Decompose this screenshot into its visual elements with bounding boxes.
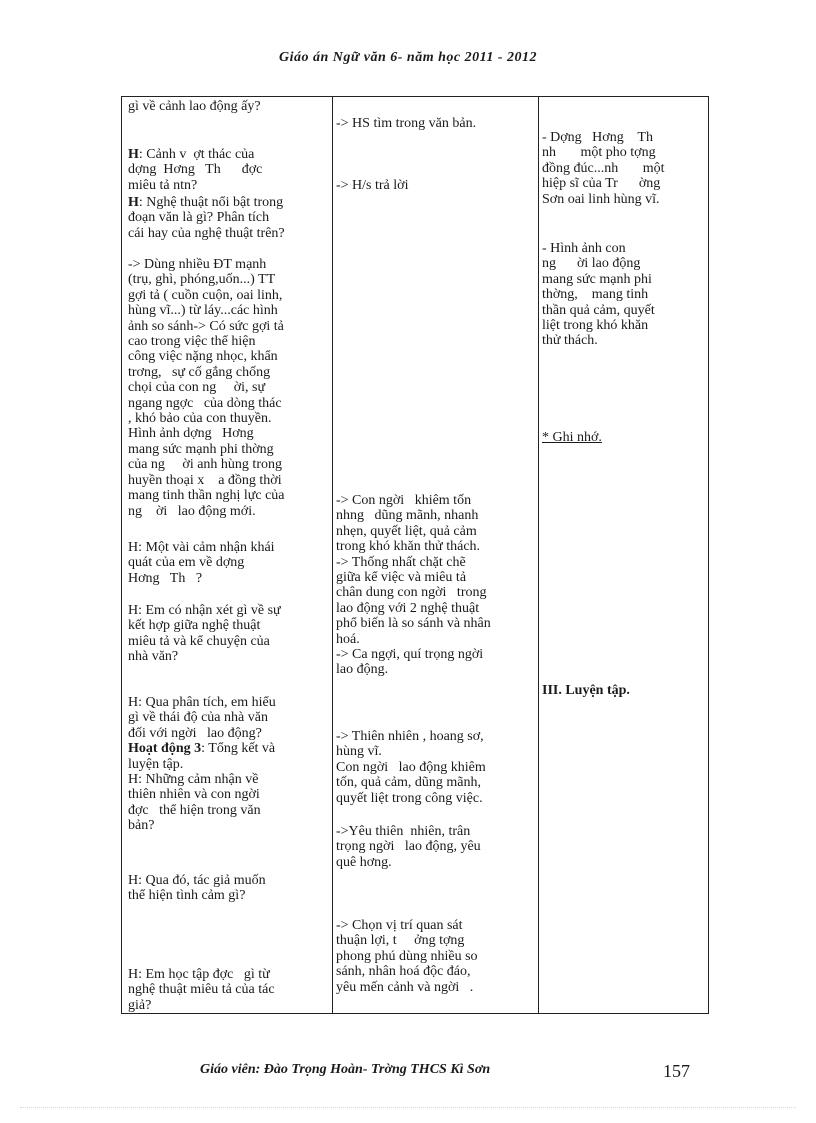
question-body: H: Qua phân tích, em hiểu gì về thái độ của nhà văn đối với ngời lao động? <box>128 695 276 741</box>
lesson-table <box>121 96 709 1014</box>
column-content <box>538 97 708 1013</box>
question-text: H: Em học tập đợc gì từ nghệ thuật miêu tả của tác giả? <box>128 967 275 1013</box>
column-questions <box>122 97 333 1013</box>
answer-text: -> Dùng nhiều ĐT mạnh (trụ, ghì, phóng,uốn...) TT gợi tả ( cuồn cuộn, oai linh, hùng vĩ...) từ láy...các hình ảnh so sánh-> Có sức gợi tả cao trong việc thể hiện công việc nặng nhọc, khẩn trơng, sự cố gắng chống chọi của con ng ời, sự ngang ngợc của dòng thác , khó bảo của con thuyền. Hình ảnh dợng Hơng mang sức mạnh phi thờng của ng ời anh hùng trong huyền thoại x a đồng thời mang tinh thần nghị lực của ng ời lao động mới. <box>128 257 285 519</box>
practice-heading: III. Luyện tập. <box>542 683 630 698</box>
content-text: - Dợng Hơng Th nh một pho tợng đồng đúc...nh một hiệp sĩ của Tr ờng Sơn oai linh hùng vĩ. <box>542 130 665 207</box>
question-label: H <box>128 195 139 210</box>
question-body: H: Những cảm nhận về thiên nhiên và con ngời đợc thể hiện trong văn bản? <box>128 772 261 834</box>
question-text: H: Một vài cảm nhận khái quát của em về dợng Hơng Th ? <box>128 540 275 586</box>
column-activities <box>332 97 539 1013</box>
memo-heading: * Ghi nhớ. <box>542 430 602 445</box>
divider <box>20 1107 796 1108</box>
question-text: H: Qua đó, tác giả muốn thể hiện tình cảm gì? <box>128 873 266 904</box>
question-body: : Cảnh v ợt thác của dợng Hơng Th đợc miêu tả ntn? <box>128 147 263 193</box>
question-body: : Nghệ thuật nổi bật trong đoạn văn là gì? Phân tích cái hay của nghệ thuật trên? <box>128 195 285 241</box>
page-number: 157 <box>663 1061 690 1081</box>
question-text <box>128 695 333 834</box>
activity-label: Hoạt động 3 <box>128 741 202 757</box>
activity-title: : Tổng kết và luyện tập. <box>128 741 276 772</box>
question-text: gì về cảnh lao động ấy? <box>128 99 261 114</box>
activity-text: -> Chọn vị trí quan sát thuận lợi, t ởng tợng phong phú dùng nhiều so sánh, nhân hoá độc đáo, yêu mến cảnh và ngời . <box>336 918 478 995</box>
page-header: Giáo án Ngữ văn 6- năm học 2011 - 2012 <box>278 50 537 65</box>
page-footer: Giáo viên: Đào Trọng Hoàn- Trờng THCS Kì Sơn <box>200 1062 491 1077</box>
activity-text: -> Thiên nhiên , hoang sơ, hùng vĩ. Con ngời lao động khiêm tốn, quả cảm, dũng mãnh, quyết liệt trong công việc. <box>336 729 486 806</box>
content-text: - Hình ảnh con ng ời lao động mang sức mạnh phi thờng, mang tinh thần quả cảm, quyết liệt trong khó khăn thử thách. <box>542 241 655 349</box>
activity-text: ->Yêu thiên nhiên, trân trọng ngời lao động, yêu quê hơng. <box>336 824 481 870</box>
activity-text: -> H/s trả lời <box>336 178 409 193</box>
question-text <box>128 147 333 193</box>
question-text: H: Em có nhận xét gì về sự kết hợp giữa nghệ thuật miêu tả và kể chuyện của nhà văn? <box>128 603 281 665</box>
question-text <box>128 195 333 241</box>
question-label: H <box>128 147 139 162</box>
activity-text: -> Con ngời khiêm tốn nhng dũng mãnh, nhanh nhẹn, quyết liệt, quả cảm trong khó khăn thử thách. -> Thống nhất chặt chẽ giữa kể việc và miêu tả chân dung con ngời trong lao động với 2 nghệ thuật phổ biến là so sánh và nhân hoá. -> Ca ngợi, quí trọng ngời lao động. <box>336 493 491 678</box>
activity-text: -> HS tìm trong văn bản. <box>336 116 477 131</box>
